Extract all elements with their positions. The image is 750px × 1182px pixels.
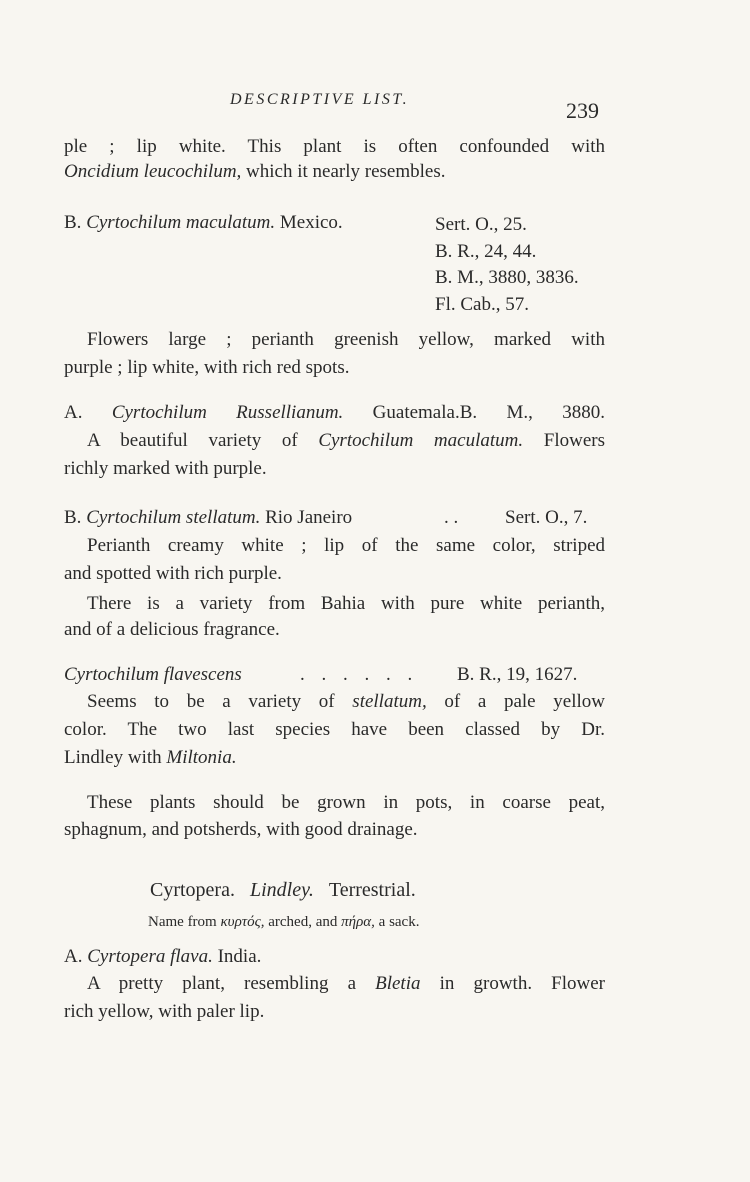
description-line: There is a variety from Bahia with pure white perianth, (87, 593, 605, 614)
description-line: and of a delicious fragrance. (64, 619, 280, 640)
species-heading: B. Cyrtochilum maculatum. Mexico. (64, 212, 343, 233)
continuation-line: ple ; lip white. This plant is often confounded with (64, 136, 605, 157)
description-line: Flowers large ; perianth greenish yellow, marked with (87, 329, 605, 350)
continuation-line: Oncidium leucochilum, which it nearly resembles. (64, 161, 446, 182)
description-line: and spotted with rich purple. (64, 563, 282, 584)
species-heading: B. Cyrtochilum stellatum. Rio Janeiro (64, 507, 353, 528)
description-line: rich yellow, with paler lip. (64, 1001, 265, 1022)
description-line: A pretty plant, resembling a Bletia in growth. Flower (87, 973, 605, 994)
description-line: purple ; lip white, with rich red spots. (64, 357, 350, 378)
species-heading: A. Cyrtochilum Russellianum. Guatemala.B. M., 3880. (64, 402, 605, 423)
running-head: DESCRIPTIVE LIST. (230, 91, 410, 108)
description-line: richly marked with purple. (64, 458, 267, 479)
reference: B. R., 19, 1627. (457, 664, 578, 685)
reference: Sert. O., 7. (505, 507, 588, 528)
description-line: sphagnum, and potsherds, with good drainage. (64, 819, 418, 840)
description-line: Perianth creamy white ; lip of the same color, striped (87, 535, 605, 556)
reference: Sert. O., 25. (435, 214, 527, 235)
description-line: Seems to be a variety of stellatum, of a pale yellow (87, 691, 605, 712)
leader-dots: . . (444, 507, 459, 528)
species-heading: A. Cyrtopera flava. India. (64, 946, 262, 967)
species-heading: Cyrtochilum flavescens (64, 664, 242, 685)
reference: B. R., 24, 44. (435, 241, 537, 262)
description-line: A beautiful variety of Cyrtochilum maculatum. Flowers (87, 430, 605, 451)
reference: Fl. Cab., 57. (435, 294, 529, 315)
description-line: color. The two last species have been classed by Dr. (64, 719, 605, 740)
description-line: Lindley with Miltonia. (64, 747, 237, 768)
genus-heading: Cyrtopera. Lindley. Terrestrial. (150, 879, 416, 901)
page-number: 239 (566, 98, 599, 123)
leader-dots: . . . . . . (300, 664, 419, 685)
description-line: These plants should be grown in pots, in coarse peat, (87, 792, 605, 813)
reference: B. M., 3880, 3836. (435, 267, 579, 288)
etymology-note: Name from κυρτός, arched, and πήρα, a sack. (148, 914, 420, 930)
